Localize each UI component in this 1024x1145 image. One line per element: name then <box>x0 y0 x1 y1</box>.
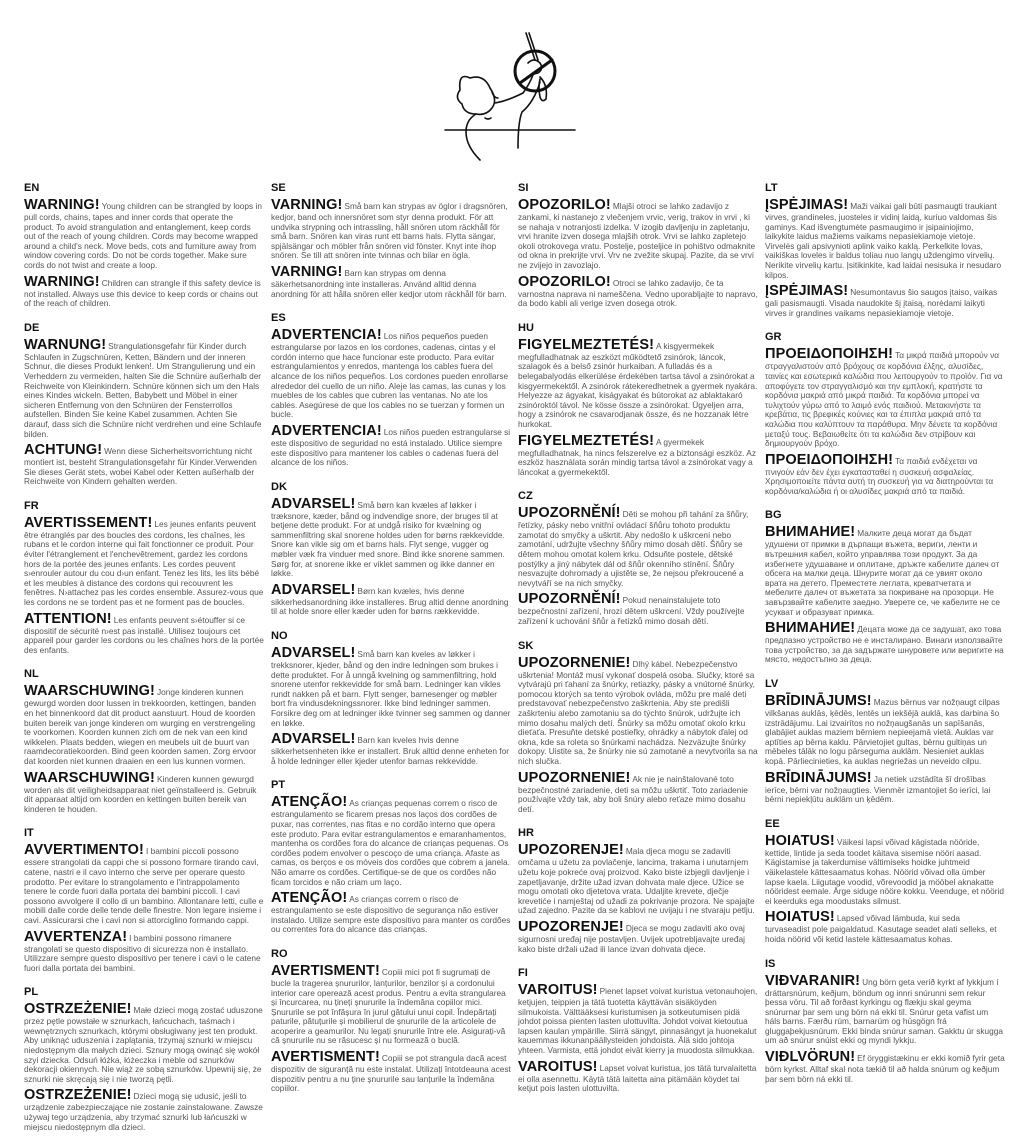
warning-heading: UPOZORNENIE! <box>518 769 631 786</box>
warning-text: Pokud nenainstalujete toto bezpečnostní zařízení, hrozí dětem uškrcení. Vždy používejte zařízení k uchování šňůr a řetízků mimo dosah dětí. <box>518 595 745 627</box>
warning-text: Ak nie je nainštalované toto bezpečnostné zariadenie, deti sa môžu uškrtiť. Toto zariadenie používajte vždy tak, aby boli šnúry alebo reťaze mimo dosahu detí. <box>518 773 748 814</box>
language-section-lv <box>765 678 1005 809</box>
language-code: GR <box>765 331 782 344</box>
warning-heading: ADVARSEL! <box>271 645 356 662</box>
warning-text: Barn kan strypas om denna säkerhetsanordning inte installeras. Använd alltid denna anordning för att hålla snören eller kedjor utom räckhåll för barn. <box>271 267 507 299</box>
warning-heading: HOIATUS! <box>765 909 835 926</box>
warning-heading: UPOZORNENIE! <box>518 654 631 671</box>
warning-text: Los niños pequeños pueden estrangularse por lazos en los cordones, cadenas, cintas y el cordón interno que hace funcionar este producto. Para evitar estrangulamientos y enredos, mantenga los cables fuera del alcance de los niños pequeños. Los cordones pueden enrollarse alrededor del cuello de un niño. Aleje las camas, las cunas y los muebles de los cables que cubren las ventanas. No ate los cables. Asegúrese de que los cables no se tuerzan y formen un bucle. <box>271 331 509 420</box>
warning-text: Små barn kan kveles av løkker i trekksnorer, kjeder, bånd og den indre ledningen som brukes i dette produktet. For å unngå kvelning og sammenfiltring, hold snorene utenfor rekkevidde for små barn. Ledninger kan vikles rundt nakken på et barn. Flytt senger, barnesenger og møbler bort fra vindusdekningssnorer. Ikke bind ledninger sammen. Forsikre deg om at ledninger ikke tvinner seg sammen og danner en løkke. <box>271 649 511 728</box>
language-section-es <box>271 312 511 472</box>
warning-paragraph <box>765 347 1005 448</box>
language-section-pt <box>271 779 511 939</box>
language-section-gr <box>765 331 1005 500</box>
language-code: NO <box>271 630 288 643</box>
warning-paragraph <box>765 621 1005 665</box>
warning-text: Copiii se pot strangula dacă acest dispozitiv de siguranță nu este instalat. Utilizați întotdeauna acest dispozitiv pentru a nu ține șnururile sau lanțurile la îndemâna copiilor. <box>271 1053 511 1094</box>
warning-heading: ADVERTENCIA! <box>271 327 382 344</box>
warning-text: Børn kan kvæles, hvis denne sikkerhedsanordning ikke installeres. Brug altid denne anordning til at holde snore eller kæder uden for børns rækkevidde. <box>271 585 509 617</box>
language-section-no <box>271 630 511 770</box>
language-code: HU <box>518 321 534 334</box>
language-code: CZ <box>518 490 533 503</box>
language-section-it <box>24 827 264 977</box>
warning-heading: AVVERTIMENTO! <box>24 842 144 859</box>
warning-paragraph <box>765 198 1005 280</box>
warning-text: Les jeunes enfants peuvent être étranglés par des boucles des cordons, les chaînes, les rubans et le cordon interne qui fait fonctionner ce produit. Pour éviter l'étranglement et l'enchevêtrement, gardez les cordons hors de la portée des jeunes enfants. Les cordes peuvent s›enrouler autour du cou d›un enfant. Tenez les lits, les lits bébé et les meubles à distance des cordons qui recouvrent les fenêtres. N›attachez pas les cordes ensemble. Assurez-vous que les cordons ne se tordent pas et ne forment pas de boucles. <box>24 518 264 608</box>
warning-text: Ung börn geta verið kyrkt af lykkjum í dráttarsnúrum, keðjum, böndum og innri snúrunni sem rekur þessa vöru. Til að forðast kyrkingu og flækju skal geyma snúrurnar þar sem ung börn ná ekki til. Snúrur geta vafist um háls barns. Færðu rúm, barnarúm og húsgögn frá gluggaþekjusnúrum. Ekki binda snúrur saman. Gakktu úr skugga um að snúrur snúist ekki og myndi lykkju. <box>765 976 1003 1046</box>
language-code: LT <box>765 182 778 194</box>
warning-heading: AVVERTENZA! <box>24 928 128 945</box>
language-code: HR <box>518 827 534 840</box>
warning-heading: UPOZORENJE! <box>518 918 624 935</box>
warning-heading: OSTRZEŻENIE! <box>24 1001 132 1018</box>
language-section-de <box>24 322 264 491</box>
warning-heading: HOIATUS! <box>765 832 835 849</box>
warning-heading: UPOZORNĚNÍ! <box>518 591 621 608</box>
warning-paragraph <box>271 1050 511 1094</box>
warning-paragraph <box>518 771 758 815</box>
warning-paragraph <box>765 771 1005 805</box>
warning-text: Mala djeca mogu se zadaviti omčama u užetu za povlačenje, lancima, trakama i unutarnjem užetu koje pokreće ovaj proizvod. Kako biste izbjegli davljenje i zapetljavanje, držite užad izvan dohvata male djece. Užice se mogu omotati oko djetetova vrata. Udaljite krevete, dječje krevetiće i namještaj od užadi za pokrivanje prozora. Ne spajajte užad zajedno. Pazite da se kablovi ne uvijaju i ne stvaraju petlju. <box>518 846 755 916</box>
warning-paragraph <box>765 284 1005 318</box>
warning-text: Kinderen kunnen gewurgd worden als dit veiligheidsapparaat niet geïnstalleerd is. Gebruik dit apparaat altijd om koorden en kettingen buiten bereik van kinderen te houden. <box>24 773 257 814</box>
warning-paragraph <box>24 930 264 974</box>
warning-heading: WAARSCHUWING! <box>24 769 155 786</box>
warning-paragraph <box>518 198 758 271</box>
warning-text: Mlajši otroci se lahko zadavijo z zankami, ki nastanejo z vlečenjem vrvic, verig, trakov in vrvi , ki se nahaja v notranjosti izdelka. V izogib davljenju in zapletanju, vrvi hranite izven dosega mlajših otrok. Vrvi se lahko zapletejo okoli otrokovega vratu. Postelje, posteljice in pohištvo odmaknite od okna in prekrijte vrvi. Vrv ne zvežite skupaj. Pazite, da se vrvi ne zvijejo in zavozlajo. <box>518 201 756 270</box>
language-section-si <box>518 182 758 313</box>
language-code: FI <box>518 967 528 980</box>
warning-paragraph <box>271 891 511 935</box>
warning-heading: WARNING! <box>24 273 100 290</box>
warning-paragraph <box>271 646 511 728</box>
warning-text: Barn kan kveles hvis denne sikkerhetsenheten ikke er installert. Bruk alltid denne enheten for å holde ledninger eller kjeder utenfor barnas rekkevidde. <box>271 735 509 766</box>
warning-heading: UPOZORENJE! <box>518 842 624 859</box>
warning-paragraph <box>271 424 511 468</box>
warning-paragraph <box>518 592 758 626</box>
warning-text: I bambini possono rimanere strangolati se questo dispositivo di sicurezza non è installato. Utilizzare sempre questo dispositivo per tenere i cavi o le catene fuori dalla portata dei bambini. <box>24 932 261 973</box>
child-reaching-cord-prohibited-icon <box>440 30 590 165</box>
warning-heading: VIÐLVÖRUN! <box>765 1049 856 1066</box>
warning-text: Ef öryggistækinu er ekki komið fyrir geta börn kyrkst. Alltaf skal nota tækið til að halda snúrum og keðjum þar sem börn ná ekki til. <box>765 1053 1005 1084</box>
warning-text: As crianças correm o risco de estrangulamento se este dispositivo de segurança não estiver instalado. Utilize sempre este dispositivo para manter os cordões ou correntes fora do alcance das crianças. <box>271 894 511 935</box>
warning-heading: BRĪDINĀJUMS! <box>765 693 872 709</box>
warning-heading: ACHTUNG! <box>24 442 103 459</box>
warning-text: Mazus bērnus var nožņaugt cilpas vilkšanas auklās, ķēdēs, lentēs un iekšējā auklā, kas darbina šo izstrādājumu. Lai izvairītos no nožņaugšanās un sapīšanās, glabājiet auklas maziem bērniem nepieejamā vietā. Auklas var aptīties ap bērna kaklu. Pārvietojiet gultas, bērnu gultiņas un mēbeles tālāk no logu pārseguma auklām. Nesieniet auklas kopā. Pārliecinieties, ka auklas negriežas un neveido cilpu. <box>765 697 1000 766</box>
language-section-pl <box>24 986 264 1136</box>
warning-text: A gyermekek megfulladhatnak, ha nincs felszerelve ez a biztonsági eszköz. Az eszköz használata során mindig tartsa távol a zsinórokat vagy a láncokat a gyermekektől. <box>518 436 756 477</box>
warning-paragraph <box>518 434 758 478</box>
warning-paragraph <box>24 443 264 487</box>
warning-text: Children can strangle if this safety device is not installed. Always use this device to keep cords or chains out of the reach of children. <box>24 277 261 309</box>
warning-text: I bambini piccoli possono essere strangolati da cappi che si possono formare tirando cavi, catene, nastri e il cavo interno che serve per operare questo prodotto. Per evitare lo strangolamento e l'intrappolamento tenere le corde fuori dalla portata dei bambini piccoli. I cavi possono avvolgere il collo di un bambino. Allontanare letti, culle e mobili dalle corde delle tende delle finestre. Non legare insieme i cavi. Assicurarsi che i cavi non si attorciglino formando cappi. <box>24 846 264 925</box>
warning-text: Små børn kan kvæles af løkker i træksnore, kæder, bånd og indvendige snore, der bruges til at betjene dette produkt. For at undgå risiko for kvælning og sammenfiltring skal snorene holdes uden for børns rækkevidde. Snore kan vikle sig om et barns hals. Flyt senge, vugger og møbler væk fra vinduer med snore. Bind ikke snorene sammen. Sørg for, at snorene ikke er viklet sammen og ikke danner en løkke. <box>271 499 505 579</box>
warning-paragraph <box>24 275 264 309</box>
warning-text: Copiii mici pot fi sugrumați de bucle la tragerea șnururilor, lanțurilor, benzilor și a cordonului interior care operează acest produs. Pentru a evita strangularea și încurcarea, nu țineți șnururile la îndemâna copiilor mici. Șnururile se pot înfășura în jurul gâtului unui copil. Îndepărtați paturile, pătuțurile și mobilierul de șnururile de la articolele de acoperire a geamurilor. Nu legați șnururile între ele. Asigurați-vă că șnururile nu se răsucesc și nu formează o buclă. <box>271 966 506 1046</box>
language-code: LV <box>765 678 779 690</box>
warning-text: Lapsed võivad lämbuda, kui seda turvaseadist pole paigaldatud. Kasutage seadet alati selleks, et hoida nöörid või ketid lastele kättesaamatus kohas. <box>765 913 997 944</box>
language-section-ro <box>271 948 511 1098</box>
warning-paragraph <box>518 656 758 767</box>
language-section-fi <box>518 967 758 1098</box>
language-section-bg <box>765 509 1005 669</box>
warning-text: Děti se mohou při tahání za šňůry, řetízky, pásky nebo vnitřní ovládací šňůru tohoto produktu zamotat do smyčky a uškrtit. Aby nedošlo k uškrcení nebo zamotání, udržujte všechny šňůry mimo dosah dětí. Šňůry se dětem mohou omotat kolem krku. Odsuňte postele, dětské postýlky a jiný nábytek dál od šňůr okenního stínění. Šňůry nesvazujte dohromady a ujistěte se, že nejsou překroucené a nevytváří se na nich smyčky. <box>518 509 749 588</box>
warning-text: Τα παιδιά ενδέχεται να πνιγούν εάν δεν έχει εγκατασταθεί η συσκευή ασφαλείας. Χρησιμοποιείτε πάντα αυτή τη συσκευή για να διατηρούνται τα κορδόνια/καλώδια ή οι αλυσίδες μακριά από τα παιδιά. <box>765 455 994 496</box>
warning-heading: VAROITUS! <box>518 1058 598 1075</box>
language-section-fr <box>24 500 264 660</box>
warning-paragraph <box>271 497 511 579</box>
warning-heading: BRĪDINĀJUMS! <box>765 769 872 786</box>
warning-heading: VARNING! <box>271 197 343 213</box>
document-column <box>765 182 1005 1097</box>
warning-heading: ATENÇÃO! <box>271 890 348 907</box>
warning-paragraph <box>24 198 264 271</box>
language-code: PT <box>271 779 286 792</box>
warning-paragraph <box>24 612 264 656</box>
warning-paragraph <box>24 516 264 608</box>
language-code: RO <box>271 947 288 960</box>
warning-paragraph <box>24 338 264 439</box>
warning-paragraph <box>518 843 758 916</box>
warning-heading: VAROITUS! <box>518 982 598 999</box>
warning-text: A kisgyermekek megfulladhatnak az eszközt működtető zsinórok, láncok, szalagok és a belső zsinór hurkaiban. A fulladás és a belegabalyodás elkerülése érdekében tartsa távol a zsinórokat a kisgyermekektől. A zsinórok rátekeredhetnek a gyermek nyakára. Helyezze az ágyakat, kiságyakat és bútorokat az ablaktakaró zsinóroktól távol. Ne kösse össze a zsinórokat. Ügyeljen arra, hogy a zsinórok ne csavarodjanak össze, és ne hozzanak létre hurkokat. <box>518 340 758 429</box>
language-section-hr <box>518 827 758 958</box>
warning-heading: WARNING! <box>24 197 100 213</box>
language-code: SK <box>518 639 534 652</box>
warning-paragraph <box>271 198 511 261</box>
language-section-lt <box>765 182 1005 322</box>
language-code: IT <box>24 827 34 840</box>
warning-heading: ATTENTION! <box>24 610 112 627</box>
warning-paragraph <box>765 974 1005 1047</box>
warning-heading: ΠΡΟΕΙΔΟΠΟΙΗΣΗ! <box>765 451 894 468</box>
warning-text: Otroci se lahko zadavijo, če ta varnostna naprava ni nameščena. Vedno uporabljajte to napravo, da bodo kabli ali verige izven dosega otrok. <box>518 277 758 309</box>
warning-paragraph <box>765 910 1005 944</box>
language-code: EN <box>24 182 40 194</box>
warning-text: Los niños pueden estrangularse si este dispositivo de seguridad no está instalado. Utilice siempre este dispositivo para mantener los cables o cadenas fuera del alcance de los niños. <box>271 426 511 468</box>
warning-paragraph <box>765 834 1005 907</box>
language-section-dk <box>271 481 511 621</box>
warning-heading: ĮSPĖJIMAS! <box>765 197 849 213</box>
warning-heading: ВНИМАНИЕ! <box>765 620 856 637</box>
warning-text: Maži vaikai gali būti pasmaugti traukiant virves, grandineles, juosteles ir vidinį laidą, kuriuo valdomas šis gaminys. Kad išvengtumėte pasmaugimo ir įsipainiojimo, laikykite laidus mažiems vaikams nepasiekiamoje vietoje. Virvelės gali apsivynioti aplink vaiko kaklą. Perkelkite lovas, vaikiškas loveles ir baldus toliau nuo langų uždengimo virvelių. Nerikite virvelių kartu. Įsitikinkite, kad laidai nesisuka ir nesudaro kilpos. <box>765 201 1002 280</box>
warning-paragraph <box>271 583 511 617</box>
warning-text: Nesumontavus šio saugos įtaiso, vaikas gali pasismaugti. Visada naudokite šį įtaisą, norėdami laikyti virves ir grandines vaikams nepasiekiamoje vietoje. <box>765 287 998 318</box>
language-code: BG <box>765 509 782 522</box>
warning-text: Ja netiek uzstādīta šī drošības ierīce, bērni var nožņaugties. Vienmēr izmantojiet šo ierīci, lai bērni nepiekļūtu auklām un ķēdēm. <box>765 773 991 805</box>
warning-text: Τα μικρά παιδιά μπορούν να στραγγαλιστούν από βρόχους σε κορδόνια έλξης, αλυσίδες, ταινίες και εσωτερικά καλώδια που λειτουργούν το προϊόν. Για να αποφύγετε τον στραγγαλισμό και την εμπλοκή, κρατήστε τα κορδόνια μακριά από μικρά παιδιά. Τα κορδόνια μπορεί να τυλιχτούν γύρω από το λαιμό ενός παιδιού. Μετακινήστε τα κρεβάτια, τις βρεφικές κούνιες και τα έπιπλα μακριά από τα καλώδια που καλύπτουν τα παράθυρα. Μην δένετε τα κορδόνια μεταξύ τους. Βεβαιωθείτε ότι τα καλώδια δεν στρίβουν και δημιουργούν βρόχο. <box>765 350 1003 449</box>
document-column <box>24 182 264 1145</box>
warning-paragraph <box>271 964 511 1046</box>
warning-heading: WARNUNG! <box>24 336 107 353</box>
warning-text: Dlhý kábel. Nebezpečenstvo uškrtenia! Montáž musí vykonať dospelá osoba. Slučky, ktoré sa vytvárajú pri ťahaní za šnúrky, retiazky, pásky a vnútorné šnúrky, pomocou ktorých sa tento výrobok ovláda, môžu pre malé deti predstavovať nebezpečenstvo zaškrtenia. Aby ste predišli zaškrteniu alebo zamotaniu sa do týchto šnúrok, udržujte ich mimo dosahu malých detí. Šnúrky sa môžu omotať okolo krku dieťaťa. Presuňte detské postieľky, ohrádky a nábytok ďalej od okna, kde sa roleta so šnúrkami nachádza. Nezväzujte šnúrky dokopy. Uistite sa, že šnúrky nie sú zamotané a nevytvorila sa na nich slučka. <box>518 658 758 766</box>
language-code: IS <box>765 957 776 970</box>
language-code: FR <box>24 499 39 512</box>
warning-heading: OPOZORILO! <box>518 273 611 290</box>
warning-text: Les enfants peuvent s›étouffer si ce dispositif de sécurité n›est pas installé. Utilisez toujours cet appareil pour garder les cordons ou les chaînes hors de la portée des enfants. <box>24 614 264 655</box>
warning-heading: VARNING! <box>271 263 343 280</box>
language-code: DK <box>271 480 287 493</box>
warning-paragraph <box>24 771 264 815</box>
language-code: EE <box>765 817 780 830</box>
language-section-en <box>24 182 264 313</box>
warning-text: Малките деца могат да бъдат удушени от примки в дърпащи въжета, вериги, ленти и вътрешния кабел, който управлява този продукт. За да избегнете удушаване и оплитане, дръжте кабелите далеч от обсега на малки деца. Шнурите могат да се увият около врата на детето. Преместете леглата, креватчетата и мебелите далеч от въжетата за покриване на прозорци. Не завързвайте кабелите заедно. Уверете се, че кабелите не се усукват и образуват примка. <box>765 528 1000 617</box>
warning-text: Väikesi lapsi võivad kägistada nööride, kettide, lintide ja seda toodet käitava sisemise nööri aasad. Kägistamise ja takerdumise vältimiseks hoidke juhtmeid väikelastele kättesaamatus kohas. Nöörid võivad olla ümber lapse kaela. Liigutage voodid, võrevoodid ja mööbel aknakatte nööridest eemale. Ärge siduge nööre kokku. Veenduge, et nöörid ei keerduks ega moodustaks silmust. <box>765 836 1004 906</box>
warning-heading: OSTRZEŻENIE! <box>24 1087 132 1104</box>
warning-document <box>24 182 1014 1145</box>
language-code: SI <box>518 182 529 194</box>
language-code: NL <box>24 668 39 681</box>
language-section-nl <box>24 668 264 818</box>
warning-text: Wenn diese Sicherheitsvorrichtung nicht montiert ist, besteht Strangulationsgefahr für Kinder.Verwenden Sie dieses Gerät stets, wobei Kabel oder Ketten außerhalb der Reichweite von Kindern gehalten werden. <box>24 446 257 487</box>
warning-paragraph <box>24 684 264 766</box>
warning-paragraph <box>271 795 511 887</box>
warning-paragraph <box>271 328 511 420</box>
warning-paragraph <box>24 843 264 925</box>
warning-paragraph <box>271 265 511 299</box>
language-code: DE <box>24 321 40 334</box>
warning-text: As crianças pequenas correm o risco de estrangulamento se ficarem presas nos laços dos cordões de puxar, nas correntes, nas fitas e no cordão interno que opera este produto. Para evitar estrangulamentos e emaranhamentos, mantenha os cordões fora do alcance de crianças pequenas. Os cordões podem envolver o pescoço de uma criança. Afaste as camas, os berços e os móveis dos cordões que cobrem a janela. Não amarre os cordões. Certifique-se de que os cordões não ficam torcidos e não criam um laço. <box>271 798 510 887</box>
warning-heading: WAARSCHUWING! <box>24 683 155 700</box>
warning-paragraph <box>765 694 1005 767</box>
warning-text: Децата може да се задушат, ако това предпазно устройство не е инсталирано. Винаги използвайте това устройство, за да задържате шнуровете или веригите на място, недостъпно за деца. <box>765 624 1004 665</box>
warning-paragraph <box>765 453 1005 497</box>
warning-paragraph <box>24 1002 264 1084</box>
warning-text: Lapset voivat kuristua, jos tätä turvalaitetta ei olla asennettu. Käytä tätä laitetta aina pitämään köydet tai ketjut pois lasten ulottuvilta. <box>518 1062 757 1094</box>
warning-heading: ĮSPĖJIMAS! <box>765 283 849 300</box>
language-code: PL <box>24 986 39 999</box>
warning-text: Małe dzieci mogą zostać uduszone przez pętle powstałe w sznurkach, łańcuchach, taśmach i wewnętrznych sznurkach, którymi obsługiwany jest ten produkt. Aby uniknąć uduszenia i zaplątania, trzymaj sznurki w miejscu niedostępnym dla małych dzieci. Sznury mogą owinąć się wokół szyi dziecka. Odsuń łóżka, łóżeczka i meble od sznurków dekoracji okiennych. Nie wiąż ze sobą sznurków. Upewnij się, że sznurki nie skręcają się i nie tworzą pętli. <box>24 1005 263 1084</box>
warning-heading: AVERTISMENT! <box>271 1049 380 1066</box>
warning-heading: ATENÇÃO! <box>271 794 348 811</box>
language-section-hu <box>518 322 758 482</box>
language-section-is <box>765 958 1005 1089</box>
language-section-ee <box>765 818 1005 949</box>
language-section-cz <box>518 490 758 630</box>
document-column <box>518 182 758 1107</box>
warning-heading: FIGYELMEZTETÉS! <box>518 336 655 353</box>
warning-text: Djeca se mogu zadaviti ako ovaj sigurnosni uređaj nije postavljen. Uvijek upotrebljavajte uređaj kako biste držali užad ili lance izvan dohvata djece. <box>518 922 745 954</box>
warning-paragraph <box>271 732 511 766</box>
warning-heading: ADVARSEL! <box>271 731 356 748</box>
warning-paragraph <box>765 525 1005 617</box>
warning-paragraph <box>518 920 758 954</box>
warning-text: Young children can be strangled by loops in pull cords, chains, tapes and inner cords that operate the product. To avoid strangulation and entanglement, keep cords out of the reach of young children. Cords may become wrapped around a child's neck. Move beds, cots and furniture away from window covering cords. Do not be cords together. Make sure cords do not twist and create a loop. <box>24 201 262 270</box>
warning-paragraph <box>518 1060 758 1094</box>
warning-text: Pienet lapset voivat kuristua vetonauhojen, ketjujen, teippien ja tätä tuotetta käyttävän sisäköyden silmukoista. Välttääksesi kuristumisen ja sotkeutumisen pidä johdot poissa pienten lasten ulottuvilta. Johdot voivat kietoutua lapsen kaulan ympärille. Siirrä sängyt, pinnasängyt ja huonekalut kauemmas ikkunanpäällysteiden johdoista. Älä sido johtoja yhteen. Varmista, että johdot eivät kierry ja muodosta silmukkaa. <box>518 986 758 1056</box>
language-code: SE <box>271 182 286 194</box>
warning-paragraph <box>518 338 758 430</box>
warning-text: Små barn kan strypas av öglor i dragsnören, kedjor, band och innersnöret som styr denna produkt. För att undvika strypning och intrassling, håll snören utom räckhåll för små barn. Snören kan viras runt ett barns hals. Flytta sängar, spjälsängar och möbler från snören vid fönster. Knyt inte ihop snören. Se till att snören inte tvinnas och bilar en ögla. <box>271 201 508 261</box>
document-column <box>271 182 511 1107</box>
language-code: ES <box>271 312 286 325</box>
warning-paragraph <box>518 506 758 588</box>
warning-heading: AVERTISSEMENT! <box>24 514 153 531</box>
warning-heading: FIGYELMEZTETÉS! <box>518 432 655 449</box>
warning-heading: ΠΡΟΕΙΔΟΠΟΙΗΣΗ! <box>765 346 894 363</box>
warning-paragraph <box>765 1050 1005 1084</box>
warning-text: Dzieci mogą się udusić, jeśli to urządzenie zabezpieczające nie zostanie zainstalowane. Zawsze używaj tego urządzenia, aby trzymać sznurki lub łańcuszki w miejscu niedostępnym dla dzieci. <box>24 1091 263 1132</box>
warning-heading: ВНИМАНИЕ! <box>765 524 856 541</box>
warning-heading: UPOZORNĚNÍ! <box>518 505 621 522</box>
warning-paragraph <box>24 1088 264 1132</box>
warning-heading: ADVERTENCIA! <box>271 422 382 439</box>
language-section-sk <box>518 640 758 819</box>
warning-heading: AVERTISMENT! <box>271 962 380 979</box>
warning-text: Jonge kinderen kunnen gewurgd worden door lussen in trekkoorden, kettingen, banden en het binnenkoord dat dit product aanstuurt. Houd de koorden buiten bereik van jonge kinderen om wurging en verstrengeling te voorkomen. Koorden kunnen zich om de nek van een kind wikkelen. Plaats bedden, wiegen en meubels uit de buurt van raamdecoratiekoorden. Bind geen koorden samen. Zorg ervoor dat koorden niet kunnen draaien en een lus kunnen vormen. <box>24 687 257 766</box>
warning-text: Strangulationsgefahr für Kinder durch Schlaufen in Zugschnüren, Ketten, Bändern und der inneren Schnur, die dieses Produkt lenken!. Um Strangulierung und ein Verheddern zu vermeiden, halten Sie die Schnüre außerhalb der Reichweite von Kleinkindern. Schnüre können sich um den Hals eines Kindes wickeln. Betten, Babybett und Möbel in einer sicheren Entfernung von den Schnüren der Fensterrollos aufstellen. Binden Sie keine Kabel zusammen. Achten Sie darauf, dass sich die Schnüre nicht verdrehen und eine Schlaufe bilden. <box>24 340 262 439</box>
warning-paragraph <box>518 983 758 1056</box>
warning-heading: VIÐVARANIR! <box>765 972 861 989</box>
warning-heading: ADVARSEL! <box>271 495 356 512</box>
warning-heading: OPOZORILO! <box>518 197 611 213</box>
warning-heading: ADVARSEL! <box>271 581 356 598</box>
language-section-se <box>271 182 511 303</box>
warning-paragraph <box>518 275 758 309</box>
